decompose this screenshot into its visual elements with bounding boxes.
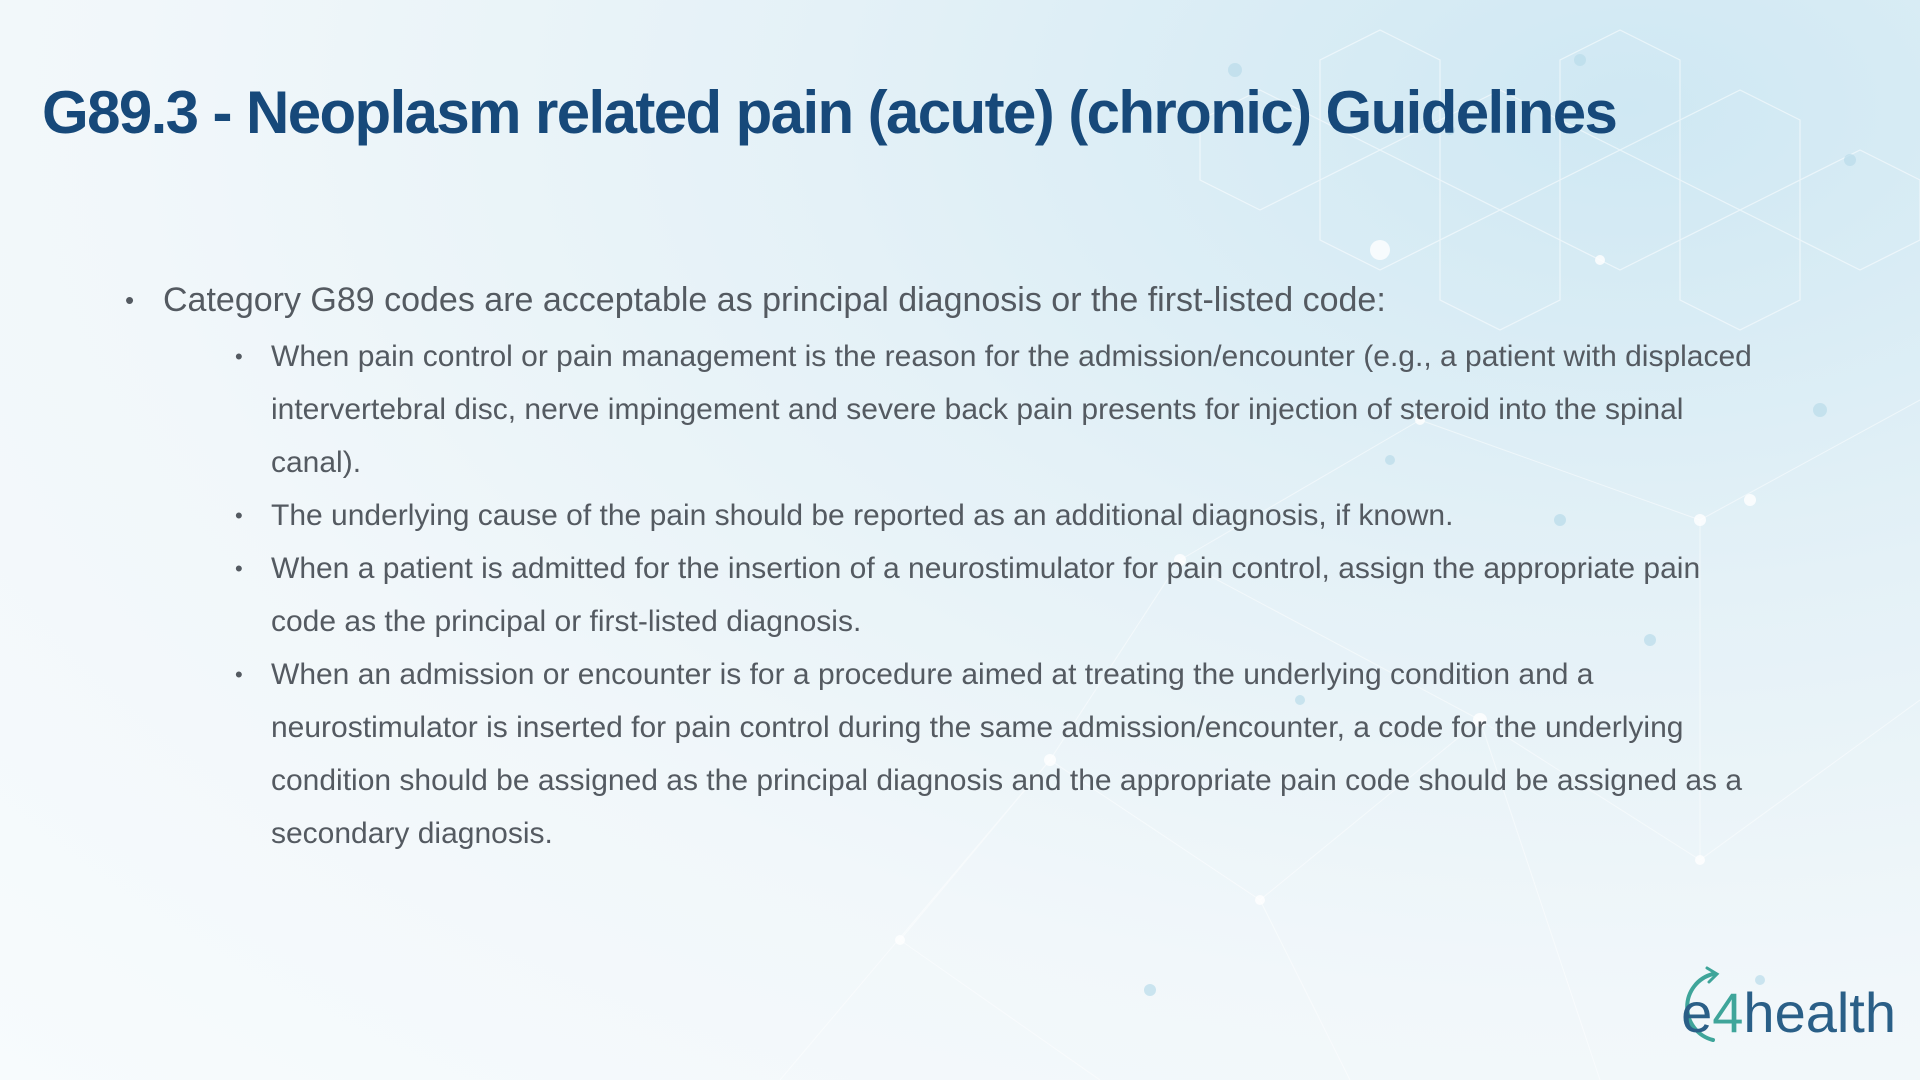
logo-word-health: health [1743,980,1896,1044]
sub-bullet-marker: • [235,503,243,528]
logo-digit-4: 4 [1712,980,1744,1044]
sub-bullet-text: When an admission or encounter is for a procedure aimed at treating the underlying condition and a neurostimulator is inserted for pain control during the same admission/encounter, a code for the underlying condition should be assigned as the principal diagnosis and the appropriate pain code should be assigned as a secondary diagnosis. [271,658,1743,850]
sub-bullet-item [235,648,1755,860]
e4health-logo [1681,972,1896,1052]
sub-bullet-text: When a patient is admitted for the insertion of a neurostimulator for pain control, assign the appropriate pain code as the principal or first-listed diagnosis. [271,552,1701,638]
sub-bullet-item [235,542,1755,648]
sub-bullet-marker: • [235,344,243,369]
bullet-text: Category G89 codes are acceptable as principal diagnosis or the first-listed code: [163,281,1386,319]
sub-bullet-text: When pain control or pain management is the reason for the admission/encounter (e.g., a patient with displaced intervertebral disc, nerve impingement and severe back pain presents for injection of steroid into the spinal canal). [271,340,1752,479]
bullet-marker: • [125,285,135,315]
sub-bullet-marker: • [235,556,243,581]
slide-title: G89.3 - Neoplasm related pain (acute) (chronic) Guidelines [42,79,1617,146]
sub-bullet-marker: • [235,662,243,687]
logo-wordmark [1681,980,1896,1045]
sub-bullet-item [235,330,1755,489]
bullet-list [125,272,1775,860]
logo-letter-e: e [1681,980,1713,1044]
sub-bullet-text: The underlying cause of the pain should be reported as an additional diagnosis, if known. [271,499,1454,532]
sub-bullet-list [235,330,1755,860]
sub-bullet-item [235,489,1755,542]
bullet-item [125,272,1775,860]
